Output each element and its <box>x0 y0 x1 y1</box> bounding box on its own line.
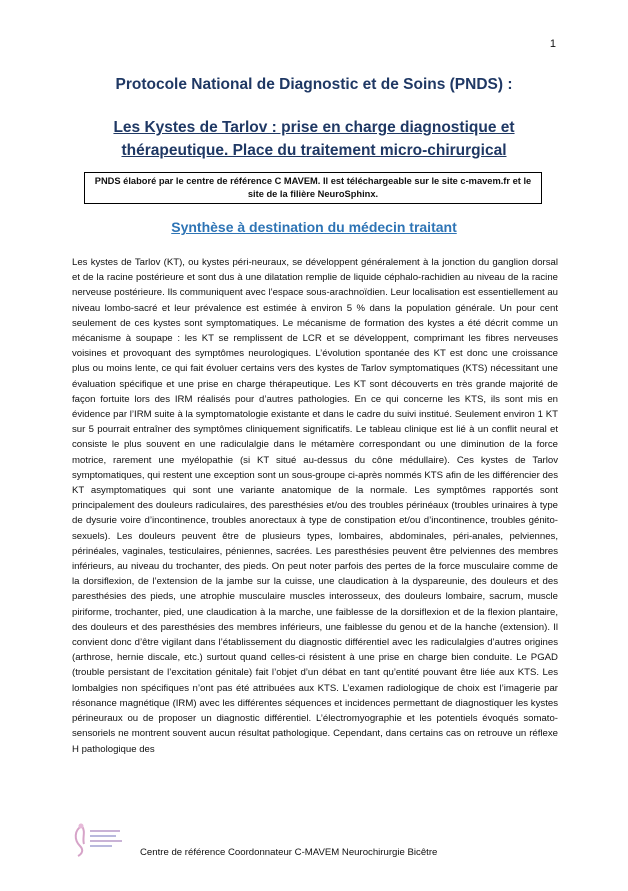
logo-ribbon <box>76 826 84 856</box>
footer-text: Centre de référence Coordonnateur C-MAVEM Neurochirurgie Bicêtre <box>140 847 438 858</box>
cmavem-logo <box>72 820 128 858</box>
info-box <box>84 172 542 204</box>
info-box-text: PNDS élaboré par le centre de référence C MAVEM. Il est téléchargeable sur le site c-mavem.fr et le site de la filière NeuroSphinx. <box>94 176 532 199</box>
page-number: 1 <box>549 38 556 50</box>
section-title: Synthèse à destination du médecin traitant <box>171 219 457 235</box>
document-subtitle: Les Kystes de Tarlov : prise en charge diagnostique et thérapeutique. Place du traitement micro-chirurgical <box>113 119 515 159</box>
body-paragraph: Les kystes de Tarlov (KT), ou kystes péri-neuraux, se développent généralement à la jonction du ganglion dorsal et de la racine postérieure et sont dus à une dilatation remplie de liquide céphalo-rachidien au niveau de la racine nerveuse postérieure. Ils communiquent avec l’espace sous-arachnoïdien. Leur localisation est essentiellement au niveau lombo-sacré et leur prévalence est estimée à environ 5 % dans la population générale. Un pour cent seulement de ces kystes sont symptomatiques. Le mécanisme de formation des kystes a été décrit comme un mécanisme à soupape : les KT se remplissent de LCR et se développent, comprimant les fibres nerveuses voisines et provoquant des symptômes neurologiques. L’évolution spontanée des KT est donc une croissance plus ou moins lente, ce qui fait évoluer certains vers des kystes de Tarlov symptomatiques (KTS) nécessitant une évaluation spécifique et une prise en charge thérapeutique. Les KT sont découverts en très grande majorité de façon fortuite lors des IRM réalisés pour d’autres pathologies. En ce qui concerne les KTS, ils sont mis en évidence par l’IRM suite à la symptomatologie existante et dans le cadre du suivi institué. Seulement environ 1 KT sur 5 pourrait entraîner des symptômes cliniquement significatifs. Le tableau clinique est lié à un conflit neural et consiste le plus souvent en une radiculalgie dans le métamère correspondant ou une diminution de la force motrice, rarement une myélopathie (si KT situé au-dessus du cône médullaire). Ces kystes de Tarlov symptomatiques, qui restent une exception sont un sous-groupe ci-après nommés KTS afin de les différencier des KT asymptomatiques qui sont une variante anatomique de la normale. Les symptômes rapportés sont principalement des douleurs radiculaires, des paresthésies et/ou des troubles périnéaux (troubles urinaires à type de dysurie voire d’incontinence, troubles anorectaux à type de constipation et/ou d’incontinence, troubles génito-sexuels). Les douleurs peuvent être de plusieurs types, lombaires, abdominales, péri-anales, pelviennes, périnéales, vaginales, testiculaires, péniennes, sacrées. Les paresthésies peuvent être pelviennes des membres inférieurs, au niveau du trochanter, des pieds. On peut noter parfois des pertes de la force musculaire comme de la dorsiflexion, de l’extension de la jambe sur la cuisse, une claudication à la dyspareunie, des douleurs et des paresthésies des pieds, une atrophie musculaire muscles interosseux, des douleurs lombaire, sacrum, muscle piriforme, trochanter, pied, une claudication à la marche, une faiblesse de la dorsiflexion et de la flexion plantaire, des douleurs et des paresthésies des membres inférieurs, une faiblesse du genou et de la hanche (extension). Il convient donc d’être vigilant dans l’établissement du diagnostic différentiel avec les radiculalgies d’autres origines (arthrose, hernie discale, etc.) surtout quand celles-ci résistent à une prise en charge bien conduite. Le PGAD (trouble persistant de l’excitation génitale) fait l’objet d’un débat en tant qu’entité pouvant être liée aux KTS. Les lombalgies non spécifiques n’ont pas été attribuées aux KTS. L’examen radiologique de choix est l’imagerie par résonance magnétique (IRM) avec les différentes séquences et incidences permettant de diagnostiquer les kystes périneuraux ou de proposer un diagnostic différentiel. L’électromyographie et les potentiels évoqués somato-sensoriels ne montrent souvent aucun résultat pathologique. Cependant, dans certains cas on retrouve un réflexe H pathologique des <box>72 257 558 755</box>
document-title: Protocole National de Diagnostic et de Soins (PNDS) : <box>115 76 513 93</box>
